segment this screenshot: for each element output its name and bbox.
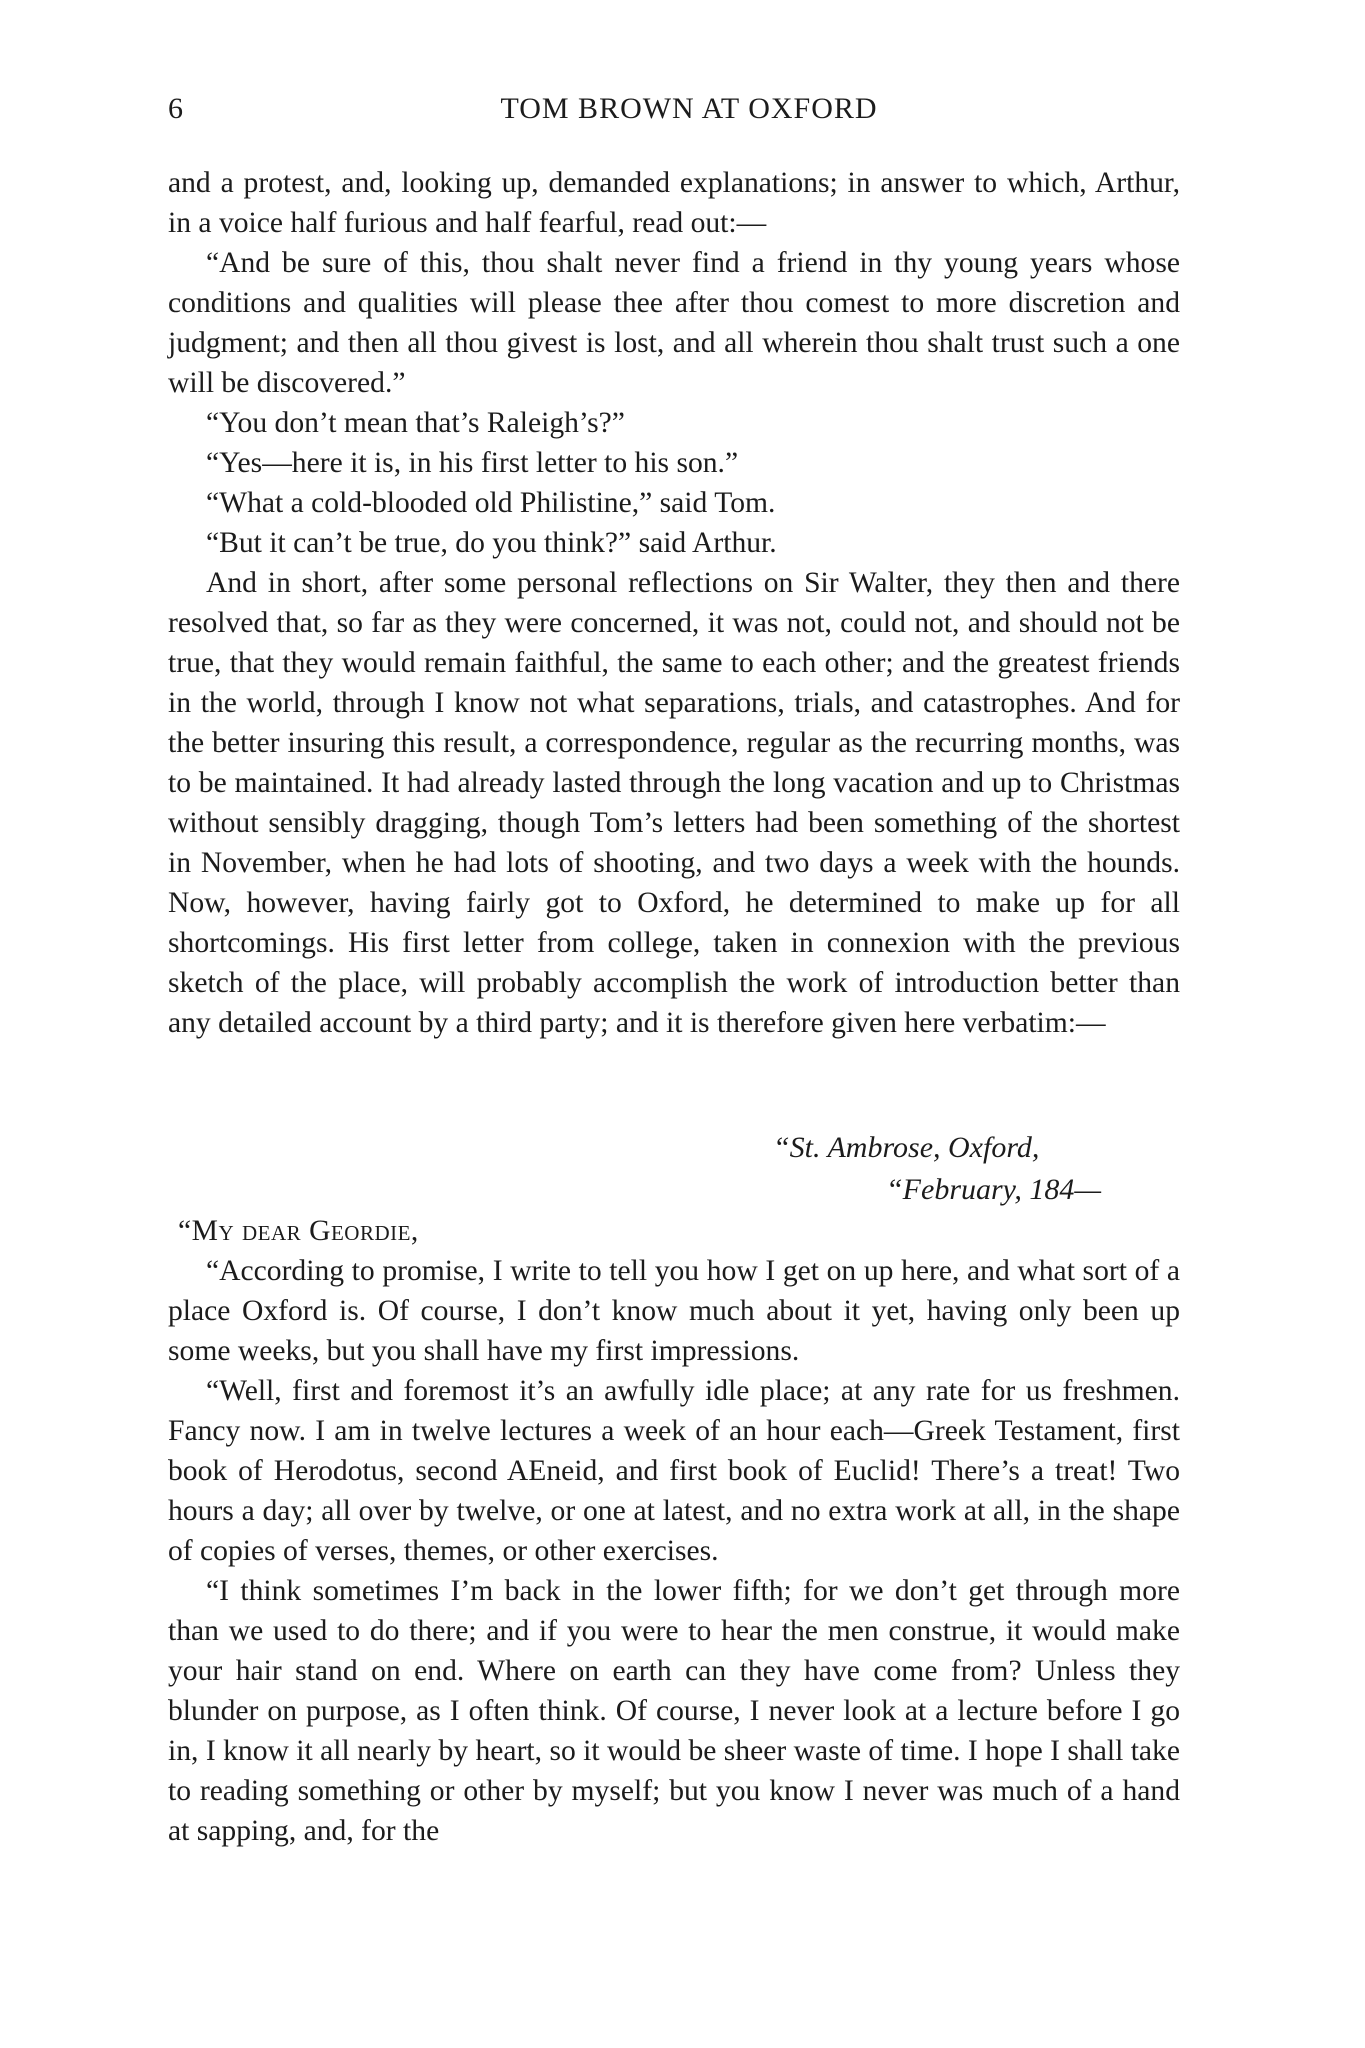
paragraph: and a protest, and, looking up, demanded explanations; in answer to which, Arthur, in a voice half furious and half fearful, read out:— — [168, 167, 1180, 239]
paragraph: “Yes—here it is, in his first letter to his son.” — [206, 447, 739, 479]
paragraph: “What a cold-blooded old Philistine,” said Tom. — [206, 487, 776, 519]
letter-paragraph: “I think sometimes I’m back in the lower fifth; for we don’t get through more than we used to do there; and if you were to hear the men construe, it would make your hair stand on end. Where on earth can they have come from? Unless they blunder on purpose, as I often think. Of course, I never look at a lecture before I go in, I know it all nearly by heart, so it would be sheer waste of time. I hope I shall take to reading something or other by myself; but you know I never was much of a hand at sapping, and, for the — [168, 1575, 1180, 1847]
paragraph: “You don’t mean that’s Raleigh’s?” — [206, 407, 625, 439]
paragraph: “And be sure of this, thou shalt never find a friend in thy young years whose conditions and qualities will please thee after thou comest to more discretion and judgment; and then all thou givest is lost, and all wherein thou shalt trust such a one will be discovered.” — [168, 247, 1180, 399]
letter-paragraph: “According to promise, I write to tell you how I get on up here, and what sort of a place Oxford is. Of course, I don’t know much about it yet, having only been up some weeks, but you shall have my first impressions. — [168, 1255, 1180, 1367]
letter-salutation: “My dear Geordie, — [178, 1215, 419, 1247]
page-number: 6 — [168, 92, 184, 125]
running-head — [168, 92, 1180, 138]
running-title: TOM BROWN AT OXFORD — [500, 92, 878, 125]
letter-paragraph: “Well, first and foremost it’s an awfully idle place; at any rate for us freshmen. Fancy now. I am in twelve lectures a week of an hour each—Greek Testament, first book of Herodotus, second AEneid, and first book of Euclid! There’s a treat! Two hours a day; all over by twelve, or one at latest, and no extra work at all, in the shape of copies of verses, themes, or other exercises. — [168, 1375, 1180, 1567]
letter-dateline-place: “St. Ambrose, Oxford, — [773, 1131, 1040, 1164]
text-block — [168, 163, 1180, 1851]
section-gap — [168, 1043, 1180, 1127]
letter-dateline-date: “February, 184— — [886, 1173, 1102, 1206]
paragraph: And in short, after some personal reflections on Sir Walter, they then and there resolved that, so far as they were concerned, it was not, could not, and should not be true, that they would remain faithful, the same to each other; and the greatest friends in the world, through I know not what separations, trials, and catastrophes. And for the better insuring this result, a correspondence, regular as the recurring months, was to be maintained. It had already lasted through the long vacation and up to Christmas without sensibly dragging, though Tom’s letters had been something of the shortest in November, when he had lots of shooting, and two days a week with the hounds. Now, however, having fairly got to Oxford, he determined to make up for all shortcomings. His first letter from college, taken in connexion with the previous sketch of the place, will probably accomplish the work of introduction better than any detailed account by a third party; and it is therefore given here verbatim:— — [168, 567, 1180, 1039]
paragraph: “But it can’t be true, do you think?” said Arthur. — [206, 527, 777, 559]
